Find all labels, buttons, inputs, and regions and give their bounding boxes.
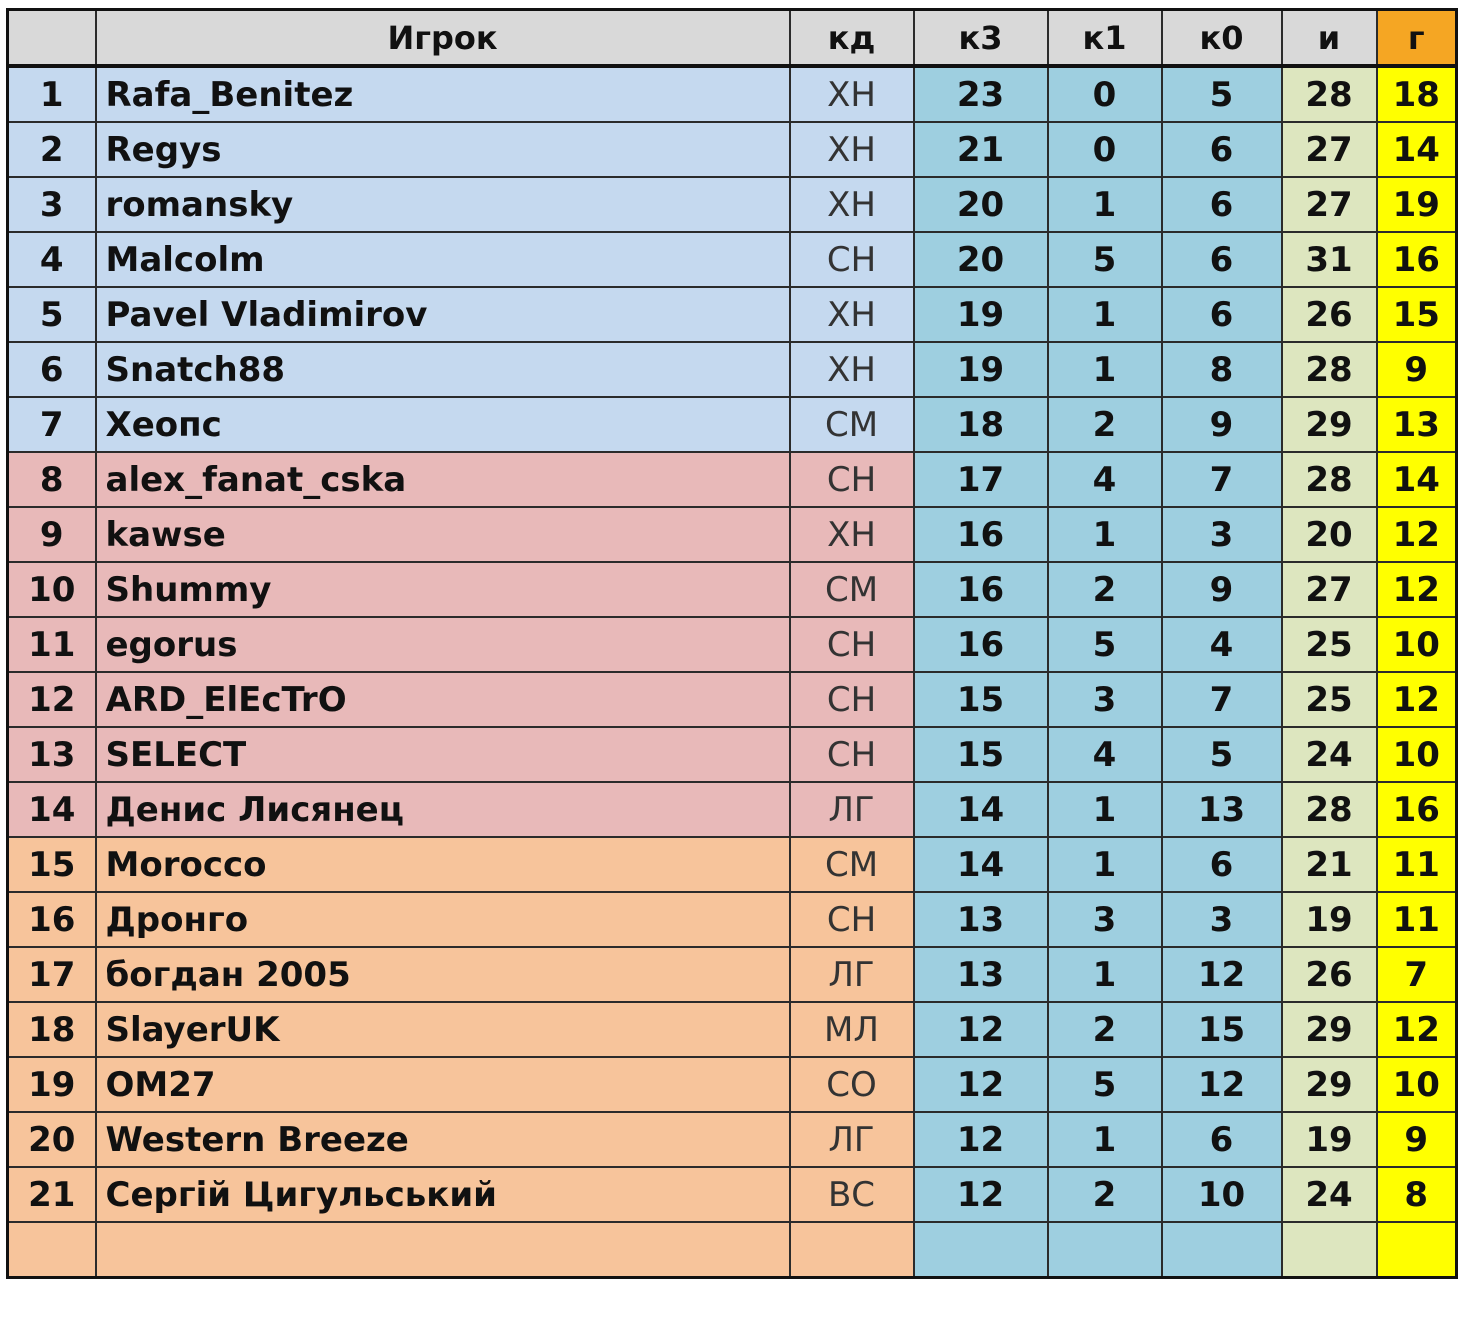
rank-cell: 7	[8, 397, 96, 452]
k0-cell: 6	[1162, 837, 1282, 892]
k1-cell: 1	[1048, 287, 1162, 342]
player-name-cell: Shummy	[96, 562, 790, 617]
k3-cell: 13	[914, 892, 1048, 947]
k1-cell: 3	[1048, 892, 1162, 947]
goals-cell: 15	[1377, 287, 1457, 342]
header-k3: к3	[914, 10, 1048, 67]
k0-cell: 6	[1162, 1112, 1282, 1167]
k0-cell: 3	[1162, 507, 1282, 562]
position-cell: ХН	[790, 66, 914, 122]
games-cell: 27	[1282, 562, 1377, 617]
rank-cell: 3	[8, 177, 96, 232]
position-cell: СО	[790, 1057, 914, 1112]
position-cell: СМ	[790, 397, 914, 452]
player-name-cell: Western Breeze	[96, 1112, 790, 1167]
goals-cell: 7	[1377, 947, 1457, 1002]
k1-cell: 1	[1048, 507, 1162, 562]
goals-cell: 12	[1377, 672, 1457, 727]
rank-cell: 15	[8, 837, 96, 892]
k0-cell: 9	[1162, 562, 1282, 617]
k1-cell: 1	[1048, 177, 1162, 232]
table-row	[8, 1057, 1457, 1112]
table-body	[8, 66, 1457, 1278]
position-cell: ХН	[790, 177, 914, 232]
k1-cell: 1	[1048, 837, 1162, 892]
k0-cell: 8	[1162, 342, 1282, 397]
table-header	[8, 10, 1457, 67]
games-cell: 27	[1282, 122, 1377, 177]
rank-cell: 10	[8, 562, 96, 617]
games-cell: 20	[1282, 507, 1377, 562]
games-cell: 29	[1282, 1057, 1377, 1112]
standings-table-container	[6, 8, 1458, 1279]
k3-cell: 16	[914, 617, 1048, 672]
goals-cell: 10	[1377, 617, 1457, 672]
goals-cell: 10	[1377, 1057, 1457, 1112]
table-row	[8, 122, 1457, 177]
games-cell: 29	[1282, 1002, 1377, 1057]
k0-cell: 6	[1162, 287, 1282, 342]
header-k1: к1	[1048, 10, 1162, 67]
k1-cell: 4	[1048, 727, 1162, 782]
player-name-cell: Rafa_Benitez	[96, 66, 790, 122]
k0-cell: 7	[1162, 672, 1282, 727]
player-name-cell: Денис Лисянец	[96, 782, 790, 837]
games-cell: 29	[1282, 397, 1377, 452]
k0-cell: 12	[1162, 947, 1282, 1002]
table-row	[8, 507, 1457, 562]
rank-cell: 8	[8, 452, 96, 507]
standings-table	[6, 8, 1458, 1279]
player-name-cell: romansky	[96, 177, 790, 232]
k1-cell: 5	[1048, 617, 1162, 672]
k0-cell: 6	[1162, 122, 1282, 177]
table-row	[8, 66, 1457, 122]
position-cell: СН	[790, 672, 914, 727]
position-cell: ЛГ	[790, 782, 914, 837]
games-cell: 31	[1282, 232, 1377, 287]
games-cell: 24	[1282, 1167, 1377, 1222]
header-k0: к0	[1162, 10, 1282, 67]
table-row	[8, 947, 1457, 1002]
k0-cell: 6	[1162, 232, 1282, 287]
k3-cell: 14	[914, 837, 1048, 892]
k1-cell: 2	[1048, 1002, 1162, 1057]
k0-cell: 12	[1162, 1057, 1282, 1112]
player-name-cell: ARD_ElEcTrO	[96, 672, 790, 727]
k3-cell: 12	[914, 1112, 1048, 1167]
position-cell: ЛГ	[790, 1112, 914, 1167]
table-row	[8, 1167, 1457, 1222]
k3-cell: 21	[914, 122, 1048, 177]
games-cell: 25	[1282, 617, 1377, 672]
position-cell: СН	[790, 617, 914, 672]
player-name-cell: Morocco	[96, 837, 790, 892]
position-cell: МЛ	[790, 1002, 914, 1057]
table-row	[8, 342, 1457, 397]
goals-cell: 16	[1377, 782, 1457, 837]
rank-cell: 14	[8, 782, 96, 837]
player-name-cell: Сергій Цигульський	[96, 1167, 790, 1222]
position-cell	[790, 1222, 914, 1278]
goals-cell: 9	[1377, 342, 1457, 397]
goals-cell: 19	[1377, 177, 1457, 232]
k1-cell: 5	[1048, 232, 1162, 287]
player-name-cell: Regys	[96, 122, 790, 177]
player-name-cell: Snatch88	[96, 342, 790, 397]
header-row	[8, 10, 1457, 67]
k3-cell: 18	[914, 397, 1048, 452]
rank-cell: 17	[8, 947, 96, 1002]
k3-cell: 12	[914, 1002, 1048, 1057]
table-row	[8, 177, 1457, 232]
position-cell: СМ	[790, 562, 914, 617]
k1-cell: 2	[1048, 1167, 1162, 1222]
table-row	[8, 1222, 1457, 1278]
rank-cell: 16	[8, 892, 96, 947]
goals-cell: 10	[1377, 727, 1457, 782]
rank-cell: 21	[8, 1167, 96, 1222]
goals-cell: 16	[1377, 232, 1457, 287]
rank-cell: 6	[8, 342, 96, 397]
rank-cell: 4	[8, 232, 96, 287]
k0-cell: 13	[1162, 782, 1282, 837]
table-row	[8, 617, 1457, 672]
games-cell: 28	[1282, 452, 1377, 507]
position-cell: ЛГ	[790, 947, 914, 1002]
player-name-cell: SlayerUK	[96, 1002, 790, 1057]
position-cell: ХН	[790, 507, 914, 562]
k0-cell: 5	[1162, 66, 1282, 122]
k3-cell: 14	[914, 782, 1048, 837]
position-cell: СН	[790, 452, 914, 507]
table-row	[8, 287, 1457, 342]
position-cell: ХН	[790, 342, 914, 397]
k0-cell: 6	[1162, 177, 1282, 232]
player-name-cell: SELECT	[96, 727, 790, 782]
position-cell: СН	[790, 727, 914, 782]
k1-cell: 3	[1048, 672, 1162, 727]
header-i: и	[1282, 10, 1377, 67]
k1-cell: 0	[1048, 66, 1162, 122]
k3-cell: 19	[914, 342, 1048, 397]
k3-cell: 13	[914, 947, 1048, 1002]
k0-cell: 7	[1162, 452, 1282, 507]
k0-cell: 4	[1162, 617, 1282, 672]
position-cell: СМ	[790, 837, 914, 892]
table-row	[8, 397, 1457, 452]
table-row	[8, 837, 1457, 892]
goals-cell: 11	[1377, 837, 1457, 892]
games-cell: 28	[1282, 782, 1377, 837]
k0-cell: 3	[1162, 892, 1282, 947]
goals-cell: 18	[1377, 66, 1457, 122]
k0-cell: 10	[1162, 1167, 1282, 1222]
k1-cell: 5	[1048, 1057, 1162, 1112]
header-g: г	[1377, 10, 1457, 67]
player-name-cell: богдан 2005	[96, 947, 790, 1002]
goals-cell: 14	[1377, 452, 1457, 507]
rank-cell: 18	[8, 1002, 96, 1057]
position-cell: СН	[790, 892, 914, 947]
games-cell	[1282, 1222, 1377, 1278]
k1-cell: 2	[1048, 562, 1162, 617]
table-row	[8, 1112, 1457, 1167]
rank-cell: 20	[8, 1112, 96, 1167]
k1-cell	[1048, 1222, 1162, 1278]
goals-cell: 12	[1377, 1002, 1457, 1057]
k3-cell: 15	[914, 672, 1048, 727]
k1-cell: 4	[1048, 452, 1162, 507]
header-player: Игрок	[96, 10, 790, 67]
k3-cell: 17	[914, 452, 1048, 507]
k1-cell: 1	[1048, 342, 1162, 397]
games-cell: 26	[1282, 287, 1377, 342]
k3-cell	[914, 1222, 1048, 1278]
goals-cell	[1377, 1222, 1457, 1278]
position-cell: ХН	[790, 122, 914, 177]
player-name-cell	[96, 1222, 790, 1278]
table-row	[8, 1002, 1457, 1057]
k0-cell: 15	[1162, 1002, 1282, 1057]
table-row	[8, 232, 1457, 287]
goals-cell: 9	[1377, 1112, 1457, 1167]
table-row	[8, 562, 1457, 617]
goals-cell: 13	[1377, 397, 1457, 452]
position-cell: СН	[790, 232, 914, 287]
k1-cell: 2	[1048, 397, 1162, 452]
games-cell: 27	[1282, 177, 1377, 232]
games-cell: 25	[1282, 672, 1377, 727]
k3-cell: 19	[914, 287, 1048, 342]
rank-cell: 19	[8, 1057, 96, 1112]
k1-cell: 1	[1048, 1112, 1162, 1167]
k3-cell: 12	[914, 1057, 1048, 1112]
k3-cell: 20	[914, 232, 1048, 287]
player-name-cell: Pavel Vladimirov	[96, 287, 790, 342]
k1-cell: 1	[1048, 782, 1162, 837]
games-cell: 21	[1282, 837, 1377, 892]
games-cell: 19	[1282, 1112, 1377, 1167]
k1-cell: 0	[1048, 122, 1162, 177]
player-name-cell: kawse	[96, 507, 790, 562]
rank-cell: 11	[8, 617, 96, 672]
games-cell: 19	[1282, 892, 1377, 947]
k3-cell: 12	[914, 1167, 1048, 1222]
k0-cell: 9	[1162, 397, 1282, 452]
rank-cell: 13	[8, 727, 96, 782]
player-name-cell: egorus	[96, 617, 790, 672]
position-cell: ХН	[790, 287, 914, 342]
goals-cell: 11	[1377, 892, 1457, 947]
rank-cell	[8, 1222, 96, 1278]
goals-cell: 12	[1377, 562, 1457, 617]
k0-cell: 5	[1162, 727, 1282, 782]
table-row	[8, 727, 1457, 782]
player-name-cell: OM27	[96, 1057, 790, 1112]
games-cell: 24	[1282, 727, 1377, 782]
rank-cell: 12	[8, 672, 96, 727]
goals-cell: 14	[1377, 122, 1457, 177]
k1-cell: 1	[1048, 947, 1162, 1002]
rank-cell: 1	[8, 66, 96, 122]
player-name-cell: alex_fanat_cska	[96, 452, 790, 507]
games-cell: 28	[1282, 66, 1377, 122]
header-number	[8, 10, 96, 67]
k3-cell: 16	[914, 562, 1048, 617]
k0-cell	[1162, 1222, 1282, 1278]
player-name-cell: Malcolm	[96, 232, 790, 287]
table-row	[8, 452, 1457, 507]
position-cell: ВС	[790, 1167, 914, 1222]
header-kd: кд	[790, 10, 914, 67]
k3-cell: 16	[914, 507, 1048, 562]
games-cell: 28	[1282, 342, 1377, 397]
rank-cell: 9	[8, 507, 96, 562]
k3-cell: 20	[914, 177, 1048, 232]
table-row	[8, 782, 1457, 837]
table-row	[8, 892, 1457, 947]
player-name-cell: Дронго	[96, 892, 790, 947]
player-name-cell: Хеопс	[96, 397, 790, 452]
games-cell: 26	[1282, 947, 1377, 1002]
k3-cell: 23	[914, 66, 1048, 122]
table-row	[8, 672, 1457, 727]
k3-cell: 15	[914, 727, 1048, 782]
goals-cell: 12	[1377, 507, 1457, 562]
rank-cell: 5	[8, 287, 96, 342]
goals-cell: 8	[1377, 1167, 1457, 1222]
rank-cell: 2	[8, 122, 96, 177]
